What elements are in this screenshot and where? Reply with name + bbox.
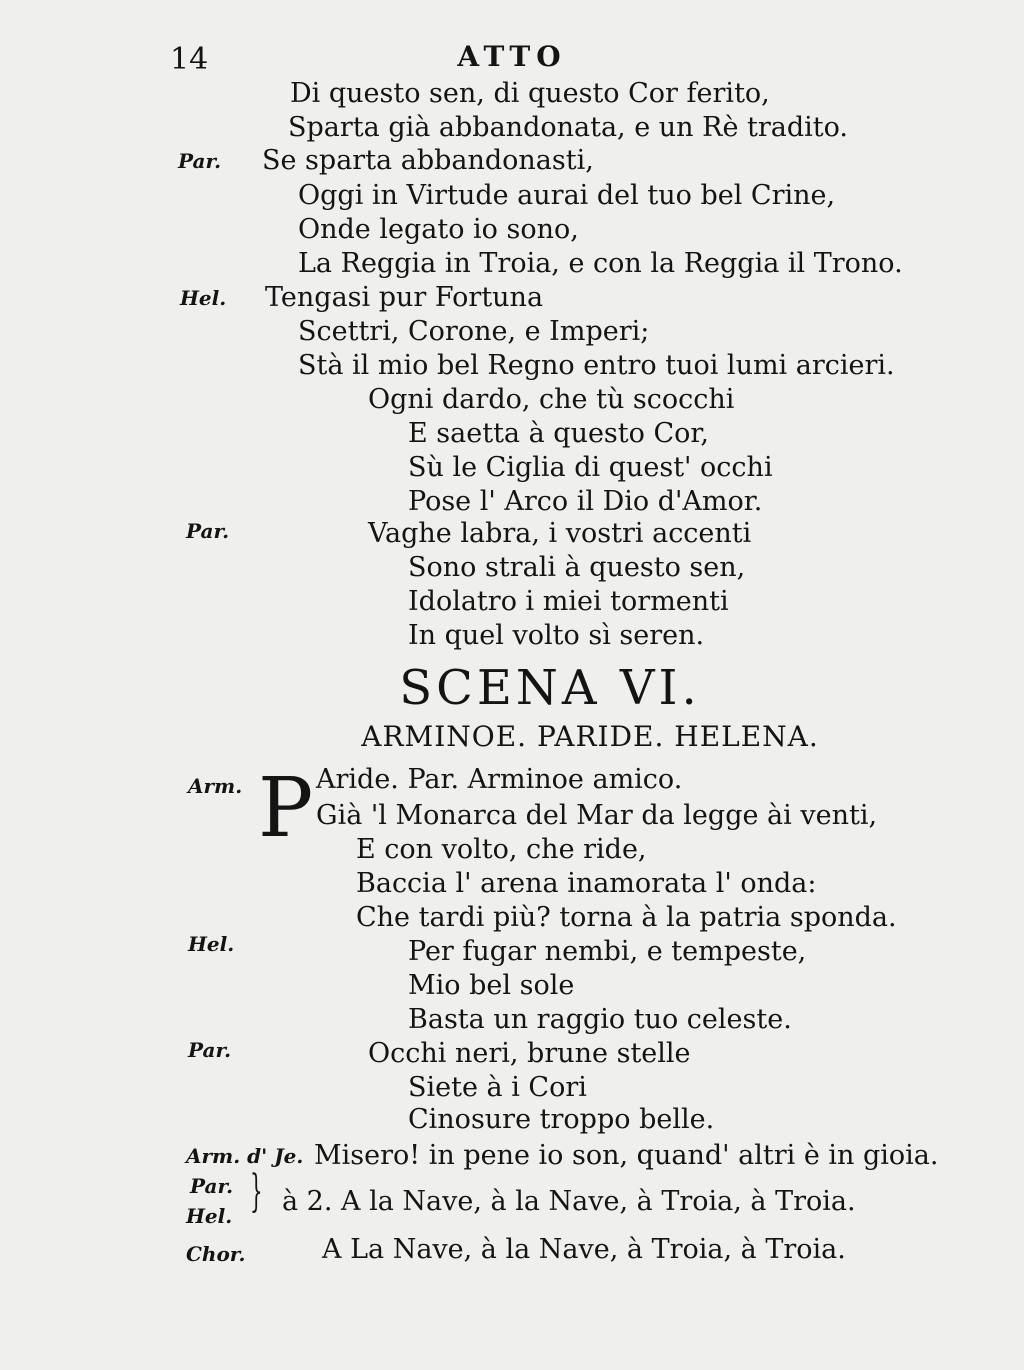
running-head: ATTO bbox=[457, 40, 567, 73]
verse-line: Che tardi più? torna à la patria sponda. bbox=[356, 902, 897, 933]
verse-line: Mio bel sole bbox=[408, 970, 575, 1001]
verse-line: Occhi neri, brune stelle bbox=[368, 1038, 691, 1069]
speaker-label: Par. bbox=[178, 149, 222, 173]
verse-line: La Reggia in Troia, e con la Reggia il Trono. bbox=[298, 248, 903, 279]
verse-line: Già 'l Monarca del Mar da legge ài venti, bbox=[316, 800, 878, 831]
scene-title: SCENA VI. bbox=[399, 660, 701, 716]
speaker-label: Arm. bbox=[188, 774, 243, 798]
verse-line: Oggi in Virtude aurai del tuo bel Crine, bbox=[298, 180, 836, 211]
verse-line: Per fugar nembi, e tempeste, bbox=[408, 936, 807, 967]
scene-characters: ARMINOE. PARIDE. HELENA. bbox=[361, 720, 819, 753]
verse-line: Basta un raggio tuo celeste. bbox=[408, 1004, 792, 1035]
speaker-label: Par. bbox=[188, 1038, 232, 1062]
duet-brace: } bbox=[250, 1166, 263, 1217]
verse-line: Cinosure troppo belle. bbox=[408, 1104, 715, 1135]
verse-line: Idolatro i miei tormenti bbox=[408, 586, 729, 617]
verse-line: Sparta già abbandonata, e un Rè tradito. bbox=[288, 112, 848, 143]
verse-line: Sono strali à questo sen, bbox=[408, 552, 746, 583]
verse-line: Vaghe labra, i vostri accenti bbox=[368, 518, 752, 549]
speaker-label: Chor. bbox=[186, 1242, 246, 1266]
verse-line: Pose l' Arco il Dio d'Amor. bbox=[408, 486, 763, 517]
verse-line: à 2. A la Nave, à la Nave, à Troia, à Troia. bbox=[282, 1186, 856, 1217]
speaker-label: Par. bbox=[186, 519, 230, 543]
verse-line: Stà il mio bel Regno entro tuoi lumi arcieri. bbox=[298, 350, 895, 381]
verse-line: E saetta à questo Cor, bbox=[408, 418, 709, 449]
verse-line: Baccia l' arena inamorata l' onda: bbox=[356, 868, 817, 899]
verse-line: In quel volto sì seren. bbox=[408, 620, 705, 651]
speaker-label: Hel. bbox=[186, 1204, 233, 1228]
verse-line: Siete à i Cori bbox=[408, 1072, 587, 1103]
verse-line: Ogni dardo, che tù scocchi bbox=[368, 384, 735, 415]
verse-line: Scettri, Corone, e Imperi; bbox=[298, 316, 650, 347]
speaker-label: Arm. d' Je. bbox=[186, 1144, 304, 1168]
page-number: 14 bbox=[170, 42, 209, 77]
speaker-label: Hel. bbox=[188, 932, 235, 956]
verse-line: Tengasi pur Fortuna bbox=[265, 282, 544, 313]
verse-line: Di questo sen, di questo Cor ferito, bbox=[290, 78, 770, 109]
verse-line: Misero! in pene io son, quand' altri è in gioia. bbox=[314, 1140, 939, 1171]
speaker-label: Hel. bbox=[180, 286, 227, 310]
speaker-label: Par. bbox=[190, 1174, 234, 1198]
verse-line: E con volto, che ride, bbox=[356, 834, 647, 865]
verse-line: Sù le Ciglia di quest' occhi bbox=[408, 452, 773, 483]
verse-line: Aride. Par. Arminoe amico. bbox=[316, 764, 683, 795]
verse-line: Onde legato io sono, bbox=[298, 214, 579, 245]
drop-cap: P bbox=[258, 761, 314, 856]
verse-line: A La Nave, à la Nave, à Troia, à Troia. bbox=[322, 1234, 846, 1265]
verse-line: Se sparta abbandonasti, bbox=[262, 145, 594, 176]
